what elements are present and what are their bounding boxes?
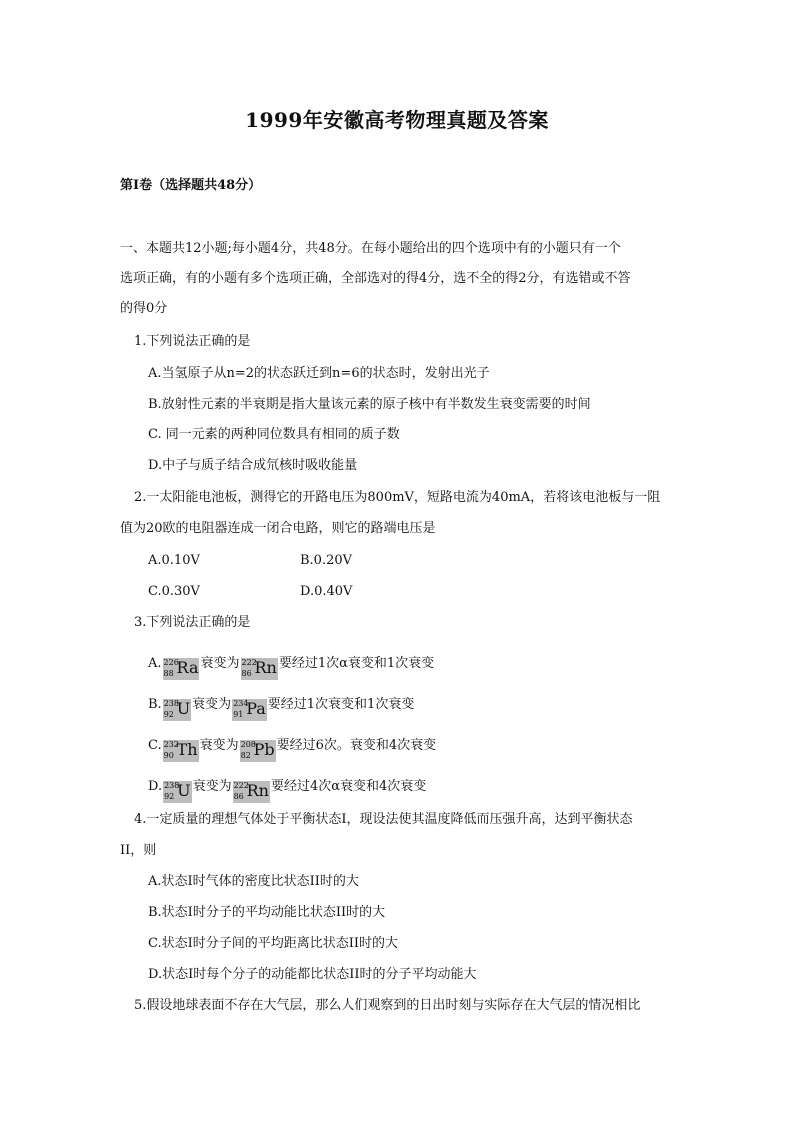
atomic-number: 90 <box>163 751 174 760</box>
element-symbol: U <box>176 699 191 718</box>
section-heading: 第Ⅰ卷（选择题共48分） <box>120 178 262 193</box>
page-title: 1999年安徽高考物理真题及答案 <box>245 108 549 132</box>
nuclide-symbol <box>240 740 276 762</box>
element-symbol: Rn <box>246 781 269 800</box>
option-label: D. <box>148 779 163 794</box>
atomic-number: 91 <box>233 710 244 719</box>
question-4-stem: 4.一定质量的理想气体处于平衡状态I，现设法使其温度降低而压强升高，达到平衡状态 <box>134 812 633 827</box>
option-text: 衰变为 <box>199 738 239 753</box>
nuclide-symbol <box>163 781 191 803</box>
option-label: B. <box>148 697 162 712</box>
element-symbol: U <box>177 781 191 800</box>
question-4-option-d: D.状态I时每个分子的动能都比状态II时的分子平均动能大 <box>148 967 477 982</box>
mass-number: 222 <box>241 658 257 667</box>
element-symbol: Pa <box>246 699 266 718</box>
question-4-option-a: A.状态I时气体的密度比状态II时的大 <box>148 874 359 889</box>
nuclide-symbol <box>163 658 200 680</box>
question-1-stem: 1.下列说法正确的是 <box>134 334 251 349</box>
mass-number: 238 <box>163 699 179 708</box>
option-text: 衰变为 <box>192 697 232 712</box>
option-label: A. <box>148 656 162 671</box>
question-2-stem: 2.一太阳能电池板，测得它的开路电压为800mV，短路电流为40mA，若将该电池板与一阻 <box>134 490 661 505</box>
question-2-option-d: D.0.40V <box>300 584 353 599</box>
mass-number: 222 <box>233 781 249 790</box>
atomic-number: 86 <box>233 792 244 801</box>
mass-number: 226 <box>163 658 179 667</box>
option-text: 衰变为 <box>192 779 232 794</box>
question-3-option-a <box>148 656 434 680</box>
question-3-option-d <box>148 779 426 803</box>
question-2-stem: 值为20欧的电阻器连成一闭合电路，则它的路端电压是 <box>120 521 436 536</box>
nuclide-symbol <box>163 740 199 762</box>
option-text: 要经过6次。衰变和4次衰变 <box>276 738 437 753</box>
nuclide-symbol <box>233 781 270 803</box>
intro-line: 的得0分 <box>120 301 168 316</box>
atomic-number: 92 <box>163 710 174 719</box>
question-4-option-b: B.状态I时分子的平均动能比状态II时的大 <box>148 905 386 920</box>
question-1-option-c: C. 同一元素的两种同位数具有相同的质子数 <box>148 427 400 442</box>
question-3-stem: 3.下列说法正确的是 <box>134 615 251 630</box>
atomic-number: 92 <box>164 792 175 801</box>
question-1-option-d: D.中子与质子结合成氘核时吸收能量 <box>148 458 358 473</box>
option-text: 要经过1次衰变和1次衰变 <box>267 697 415 712</box>
question-1-option-b: B.放射性元素的半衰期是指大量该元素的原子核中有半数发生衰变需要的时间 <box>148 397 591 412</box>
atomic-number: 86 <box>241 669 252 678</box>
mass-number: 238 <box>164 781 180 790</box>
nuclide-symbol <box>241 658 278 680</box>
intro-line: 一、本题共12小题;每小题4分，共48分。在每小题给出的四个选项中有的小题只有一个 <box>120 241 621 256</box>
intro-line: 选项正确，有的小题有多个选项正确，全部选对的得4分，选不全的得2分，有选错或不答 <box>120 271 631 286</box>
element-symbol: Th <box>176 740 198 759</box>
element-symbol: Ra <box>176 658 199 677</box>
mass-number: 232 <box>163 740 179 749</box>
question-3-option-b <box>148 697 414 721</box>
mass-number: 208 <box>240 740 256 749</box>
nuclide-symbol <box>163 699 191 721</box>
question-4-option-c: C.状态I时分子间的平均距离比状态II时的大 <box>148 936 399 951</box>
question-3-option-c <box>148 738 436 762</box>
option-label: C. <box>148 738 162 753</box>
question-4-stem: II，则 <box>120 843 157 858</box>
atomic-number: 82 <box>240 751 251 760</box>
question-5-stem: 5.假设地球表面不存在大气层，那么人们观察到的日出时刻与实际存在大气层的情况相比 <box>134 998 641 1013</box>
question-1-option-a: A.当氢原子从n=2的状态跃迁到n=6的状态时，发射出光子 <box>148 366 490 381</box>
element-symbol: Rn <box>254 658 277 677</box>
question-2-option-c: C.0.30V <box>148 584 200 599</box>
nuclide-symbol <box>232 699 267 721</box>
question-2-option-a: A.0.10V <box>148 553 200 568</box>
option-text: 要经过4次α衰变和4次衰变 <box>270 779 427 794</box>
atomic-number: 88 <box>163 669 174 678</box>
option-text: 衰变为 <box>200 656 240 671</box>
mass-number: 234 <box>233 699 249 708</box>
option-text: 要经过1次α衰变和1次衰变 <box>278 656 435 671</box>
element-symbol: Pb <box>253 740 275 759</box>
question-2-option-b: B.0.20V <box>300 553 353 568</box>
